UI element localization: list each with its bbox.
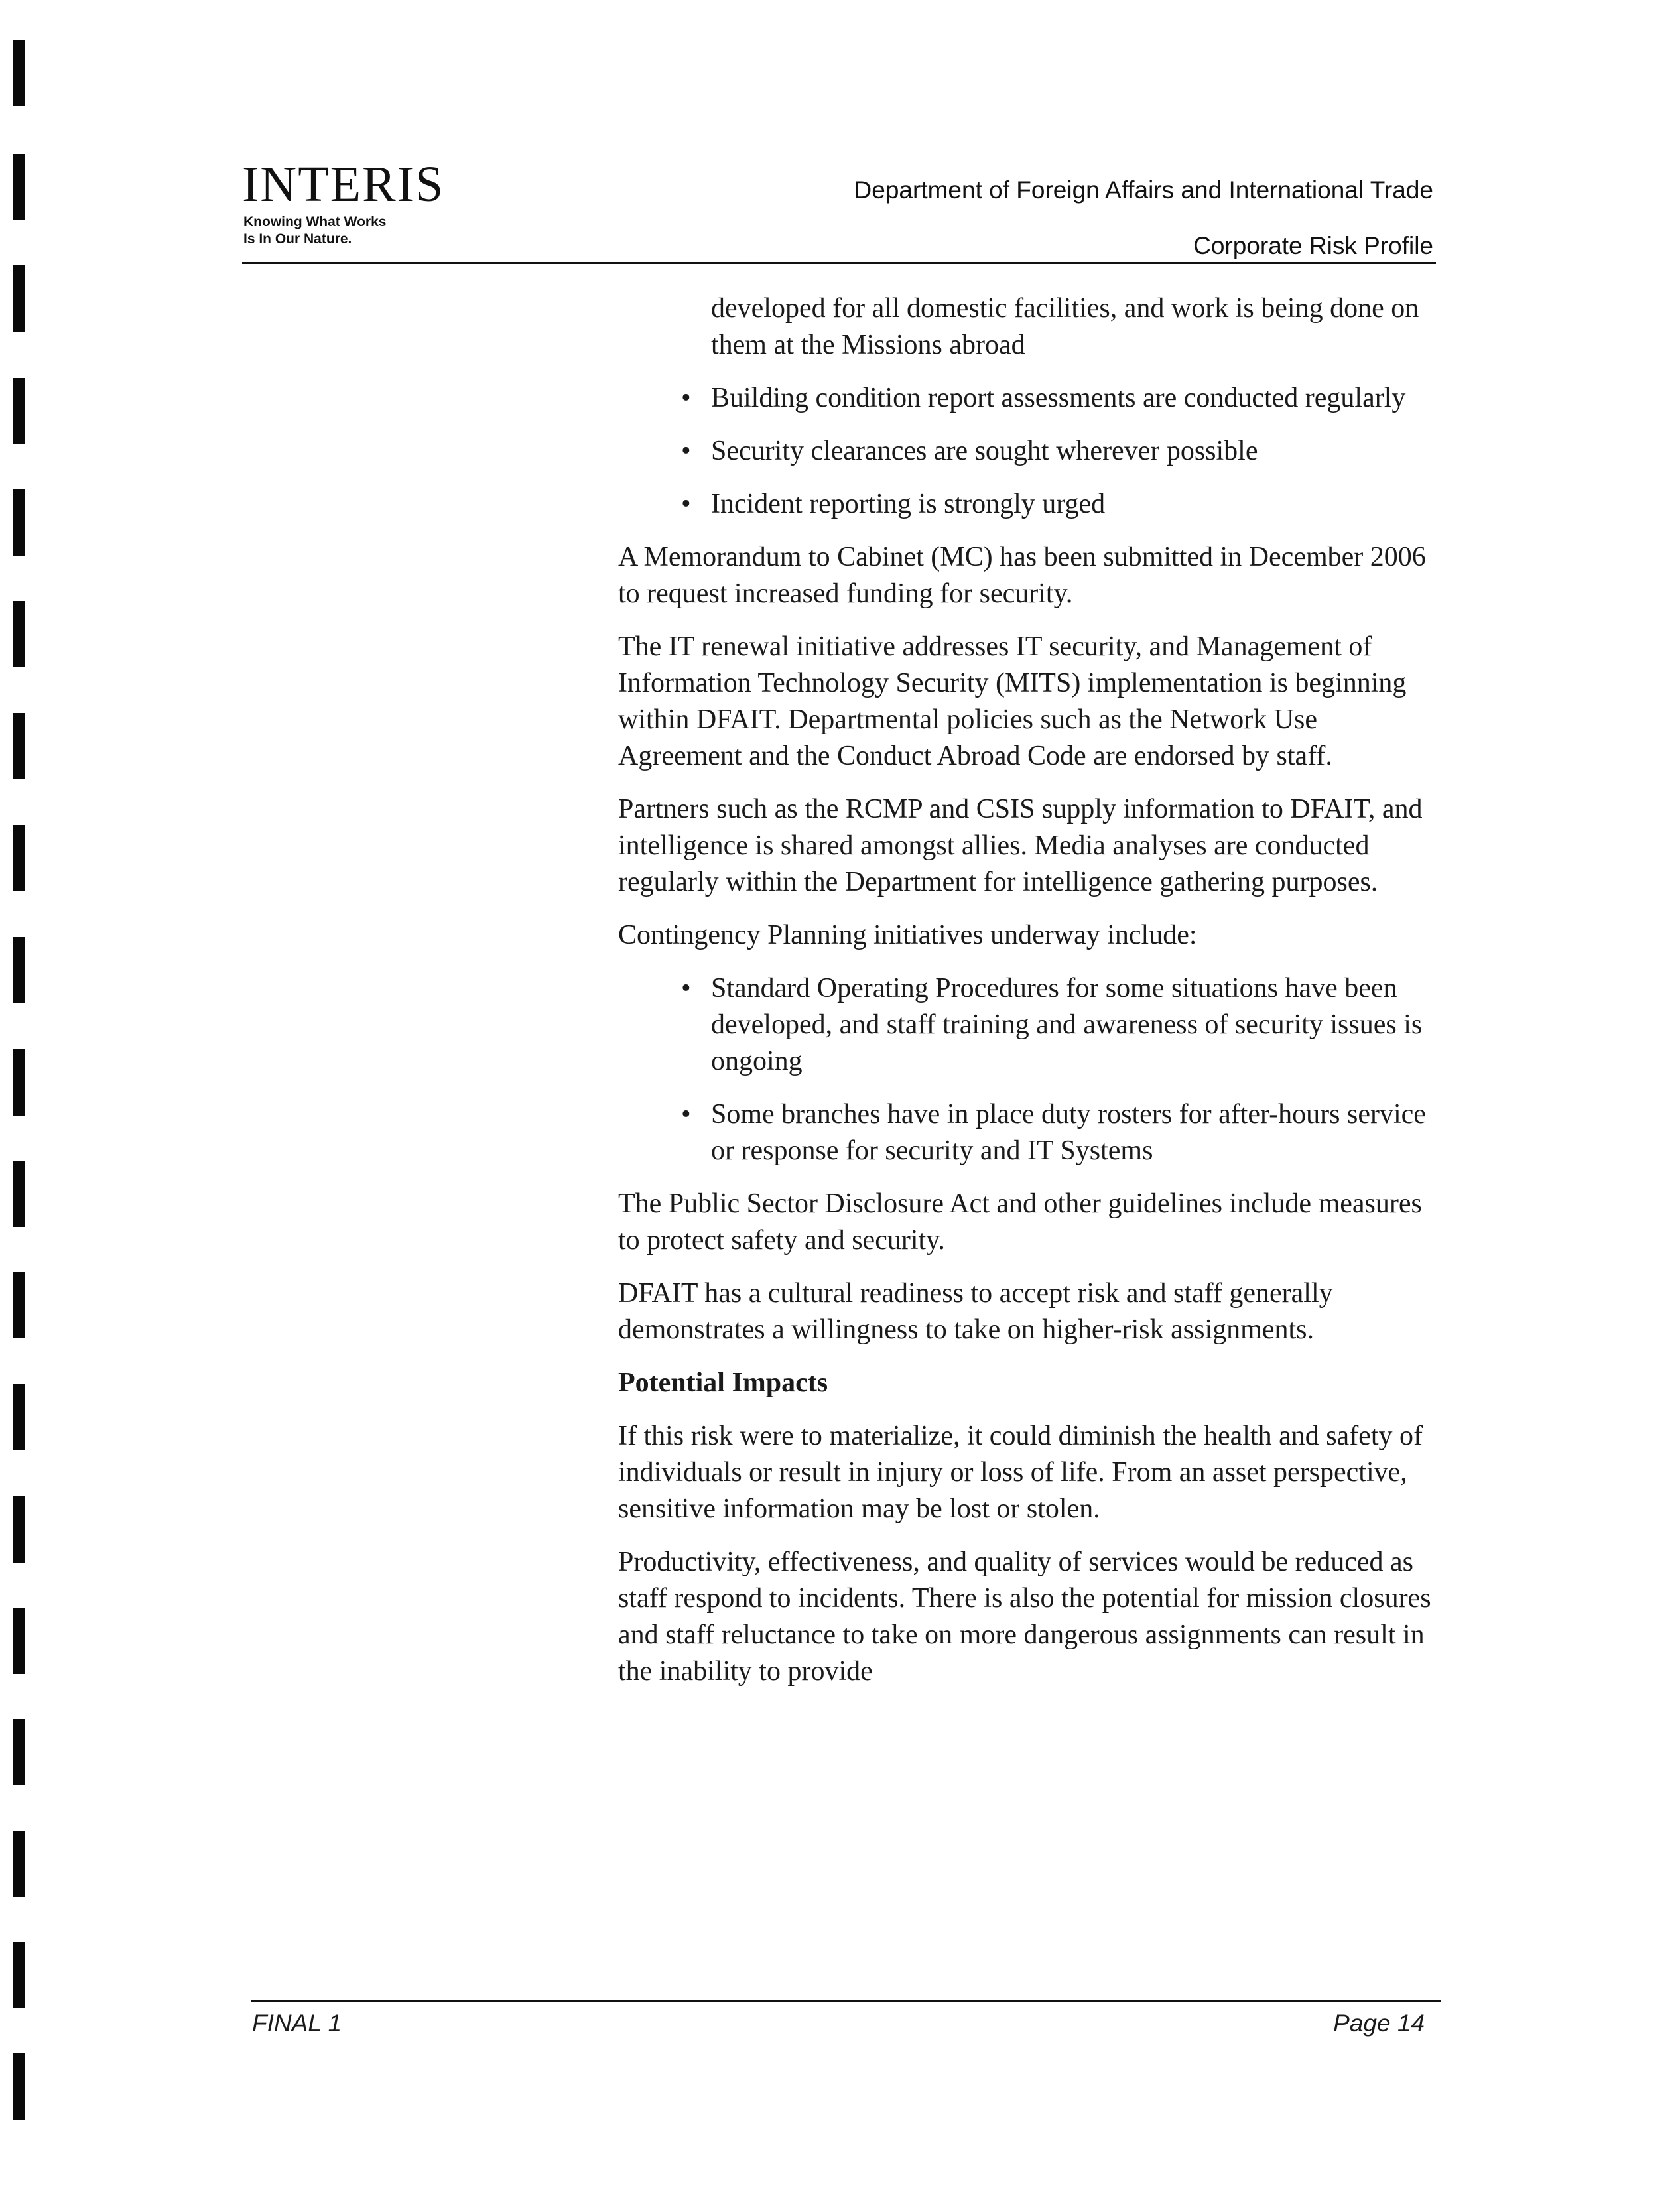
- paragraph-mc: A Memorandum to Cabinet (MC) has been submitted in December 2006 to request increased funding for security.: [618, 542, 1426, 609]
- page-content: [618, 290, 1441, 1706]
- scan-mark: [13, 2053, 25, 2120]
- header-department: Department of Foreign Affairs and International Trade: [854, 176, 1433, 204]
- scan-mark: [13, 937, 25, 1003]
- scan-mark: [13, 489, 25, 556]
- bullet-icon: •: [681, 436, 691, 466]
- tagline-line-1: Knowing What Works: [243, 214, 387, 229]
- scan-mark: [13, 1608, 25, 1674]
- scan-mark: [13, 713, 25, 779]
- paragraph-it-renewal: The IT renewal initiative addresses IT security, and Management of Information Technology Security (MITS) implementation is beginning within DFAIT. Departmental policies such as the Network Use Agreement and the Conduct Abroad Code are endorsed by staff.: [618, 631, 1407, 771]
- scan-mark: [13, 825, 25, 891]
- paragraph-culture: DFAIT has a cultural readiness to accept risk and staff generally demonstrates a willingness to take on higher-risk assignments.: [618, 1278, 1333, 1345]
- header-rule: [242, 262, 1436, 264]
- section-heading: Potential Impacts: [618, 1368, 828, 1398]
- scan-mark: [13, 40, 25, 106]
- tagline-line-2: Is In Our Nature.: [243, 231, 352, 247]
- scan-mark: [13, 601, 25, 667]
- bullet-list: [618, 970, 1441, 1169]
- paragraph-impact-1: If this risk were to materialize, it could diminish the health and safety of individuals or result in injury or loss of life. From an asset perspective, sensitive information may be lost or stolen.: [618, 1421, 1423, 1524]
- list-item: • Building condition report assessments are conducted regularly: [618, 380, 1441, 417]
- footer-rule: [251, 2000, 1441, 2002]
- scan-mark: [13, 1719, 25, 1785]
- page-number: Page 14: [1333, 2010, 1425, 2037]
- bullet-icon: •: [681, 489, 691, 519]
- scan-mark: [13, 154, 25, 220]
- list-item: • Standard Operating Procedures for some situations have been developed, and staff training and awareness of security issues is ongoing: [618, 970, 1441, 1080]
- company-logo: INTERIS: [242, 157, 445, 212]
- bullet-icon: •: [681, 383, 691, 413]
- list-item: • Security clearances are sought wherever possible: [618, 433, 1441, 470]
- paragraph-impact-2: Productivity, effectiveness, and quality of services would be reduced as staff respond to incidents. There is also the potential for mission closures and staff reluctance to take on more dangerous assignments can result in the inability to provide: [618, 1547, 1431, 1687]
- scan-mark: [13, 1049, 25, 1116]
- paragraph-disclosure-act: The Public Sector Disclosure Act and other guidelines include measures to protect safety and security.: [618, 1189, 1422, 1255]
- list-item: • Some branches have in place duty rosters for after-hours service or response for security and IT Systems: [618, 1096, 1441, 1169]
- paragraph-partners: Partners such as the RCMP and CSIS supply information to DFAIT, and intelligence is shared amongst allies. Media analyses are conducted regularly within the Department for intelligence gathering purposes.: [618, 794, 1423, 897]
- bullet-icon: •: [681, 973, 691, 1003]
- scan-mark: [13, 378, 25, 444]
- scan-mark: [13, 1272, 25, 1338]
- header-document-title: Corporate Risk Profile: [1193, 232, 1433, 259]
- bullet-continuation: developed for all domestic facilities, and work is being done on them at the Missions abroad: [711, 293, 1419, 360]
- scan-mark: [13, 265, 25, 332]
- scan-mark: [13, 1831, 25, 1897]
- paragraph-contingency: Contingency Planning initiatives underway include:: [618, 920, 1197, 950]
- scan-mark: [13, 1384, 25, 1450]
- footer-version: FINAL 1: [252, 2010, 342, 2037]
- bullet-list: [618, 380, 1441, 523]
- list-item: • Incident reporting is strongly urged: [618, 486, 1441, 523]
- bullet-icon: •: [681, 1099, 691, 1129]
- scan-mark: [13, 1161, 25, 1227]
- scan-mark: [13, 1496, 25, 1563]
- scan-mark: [13, 1942, 25, 2008]
- logo-tagline: [243, 214, 386, 248]
